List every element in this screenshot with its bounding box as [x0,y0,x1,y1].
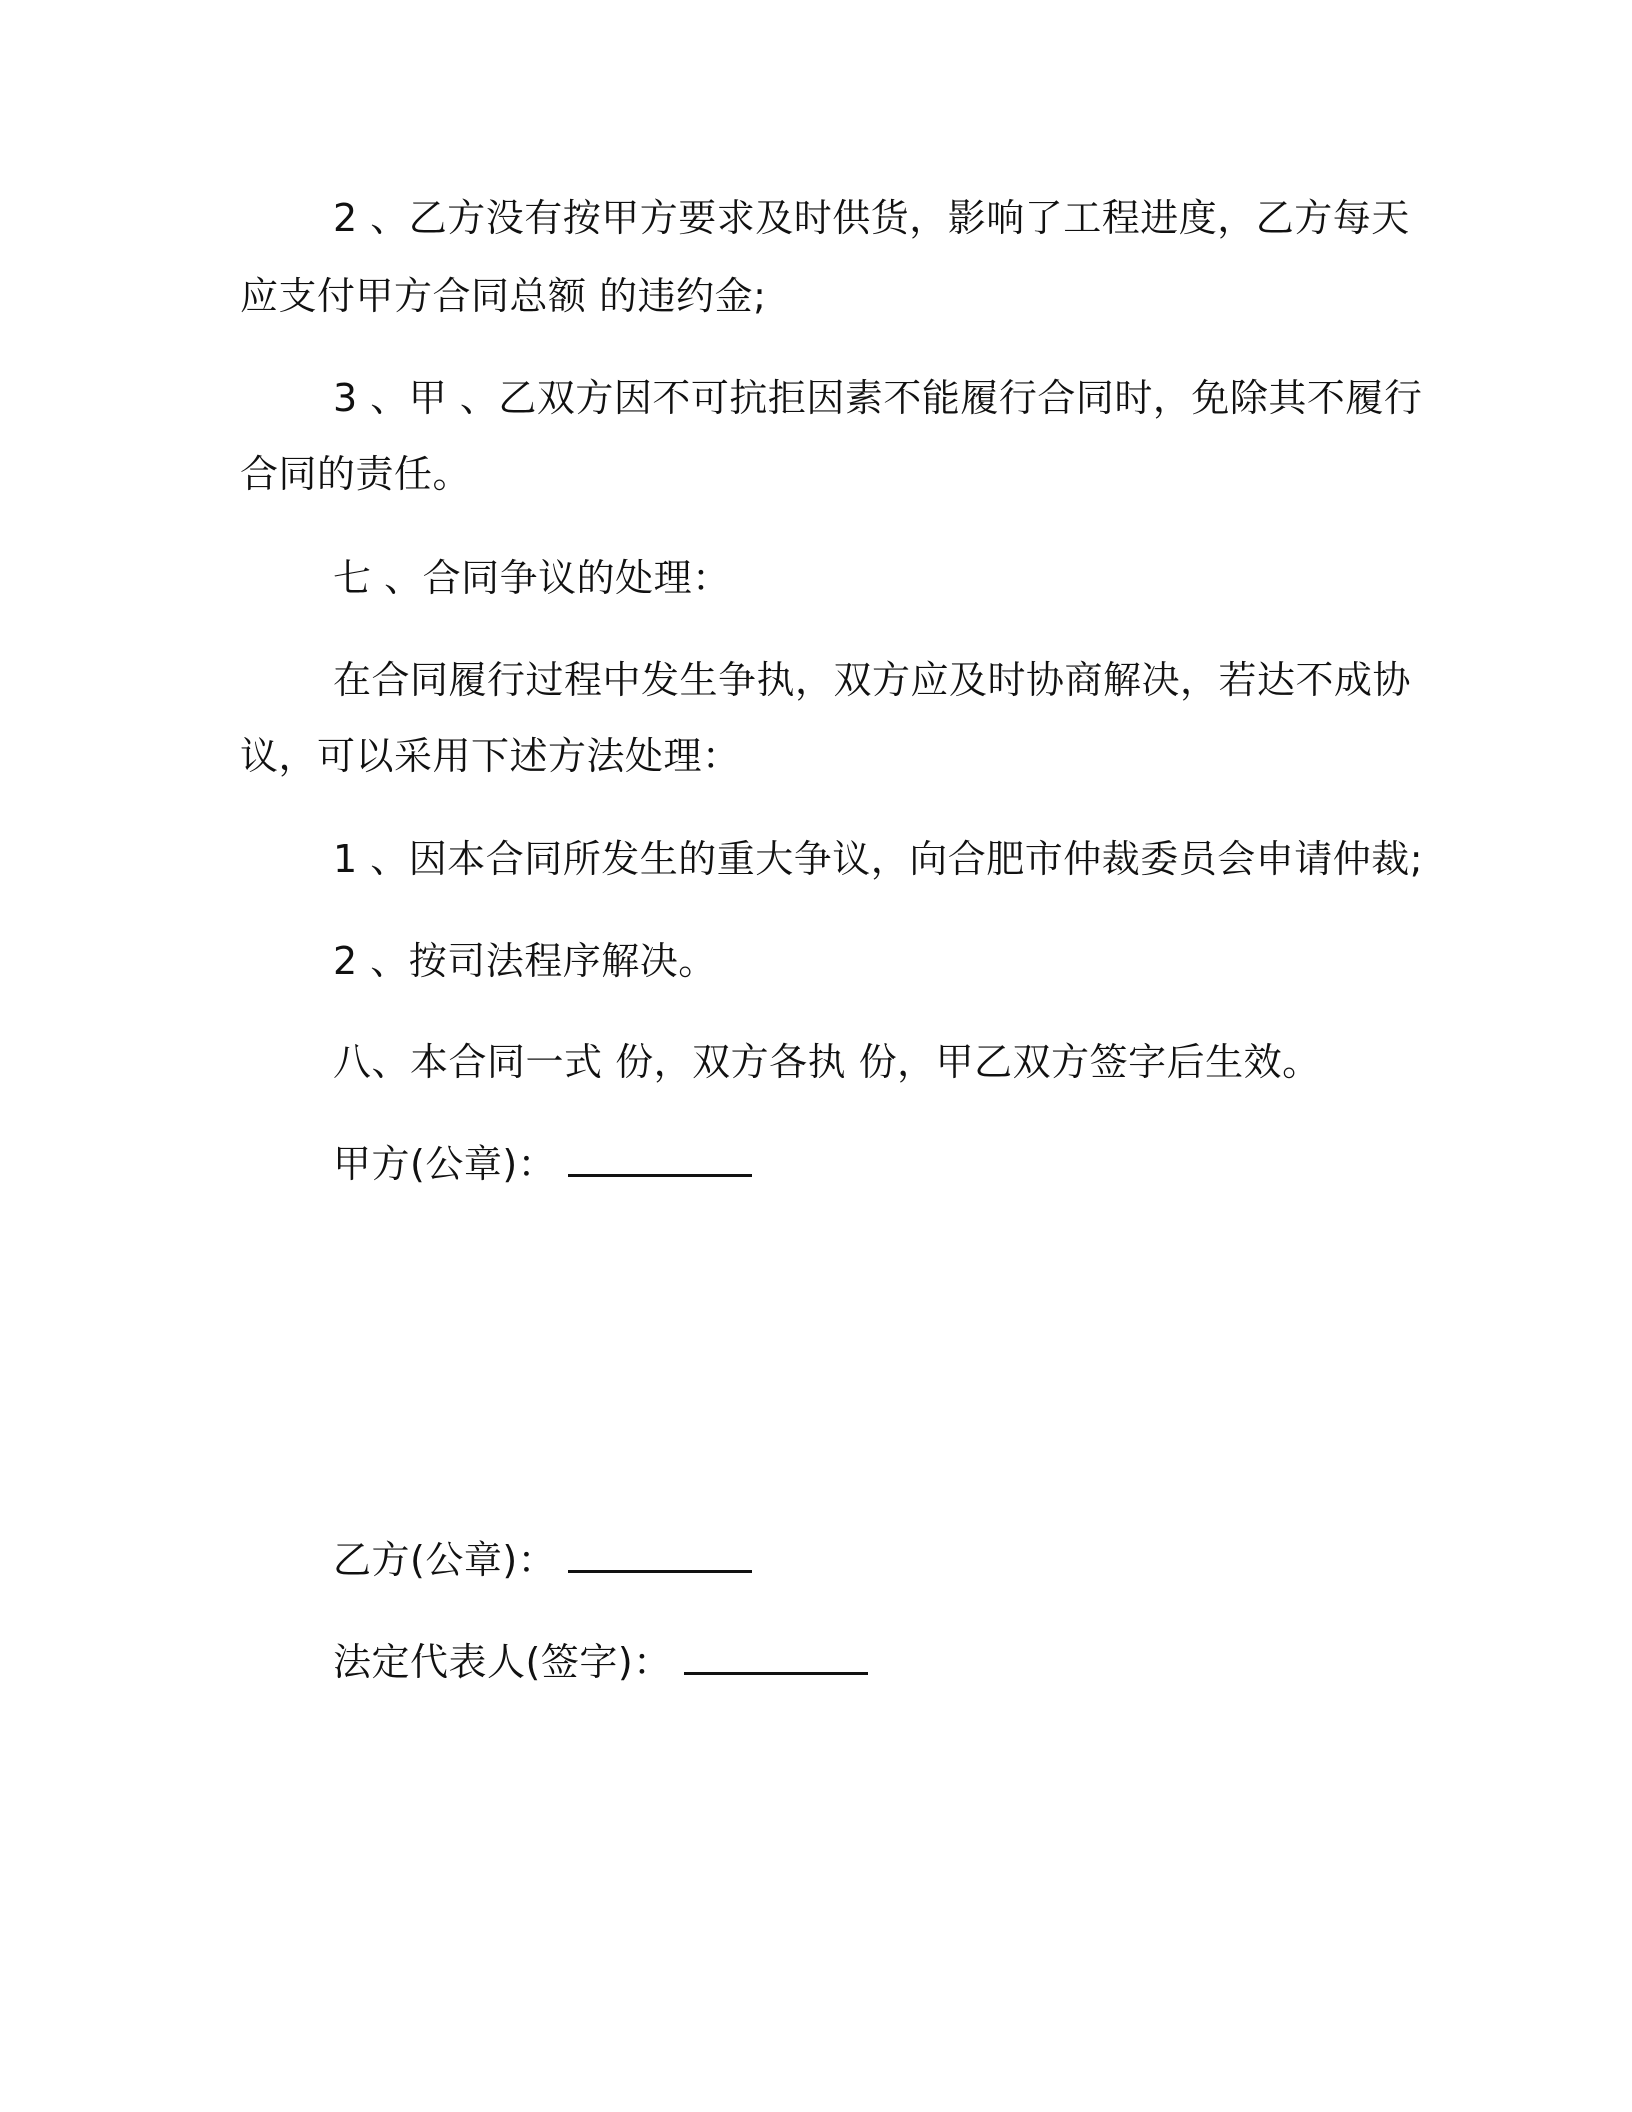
clause-6-2-line-2: 应支付甲方合同总额 的违约金; [240,274,767,318]
section-8: 八、本合同一式 份，双方各执 份，甲乙双方签字后生效。 [333,1040,1321,1084]
legal-rep-signature [333,1636,868,1688]
party-a-signature [333,1138,752,1190]
clause-6-2-line-1: 2 、乙方没有按甲方要求及时供货，影响了工程进度，乙方每天 [333,196,1410,240]
section-7-intro-line-2: 议，可以采用下述方法处理： [240,734,741,778]
party-a-label: 甲方(公章)： [333,1142,557,1186]
clause-7-2: 2 、按司法程序解决。 [333,939,717,983]
party-a-signature-blank [568,1140,752,1177]
section-7-heading: 七 、合同争议的处理： [333,556,731,600]
clause-7-1: 1 、因本合同所发生的重大争议，向合肥市仲裁委员会申请仲裁; [333,837,1424,881]
section-7-intro-line-1: 在合同履行过程中发生争执，双方应及时协商解决，若达不成协 [333,658,1412,702]
legal-rep-signature-blank [684,1638,868,1675]
party-b-signature-blank [568,1536,752,1573]
legal-rep-label: 法定代表人(签字)： [333,1640,672,1684]
party-b-signature [333,1534,752,1586]
clause-6-3-line-2: 合同的责任。 [240,452,472,496]
clause-6-3-line-1: 3 、甲 、乙双方因不可抗拒因素不能履行合同时，免除其不履行 [333,376,1423,420]
party-b-label: 乙方(公章)： [333,1538,557,1582]
